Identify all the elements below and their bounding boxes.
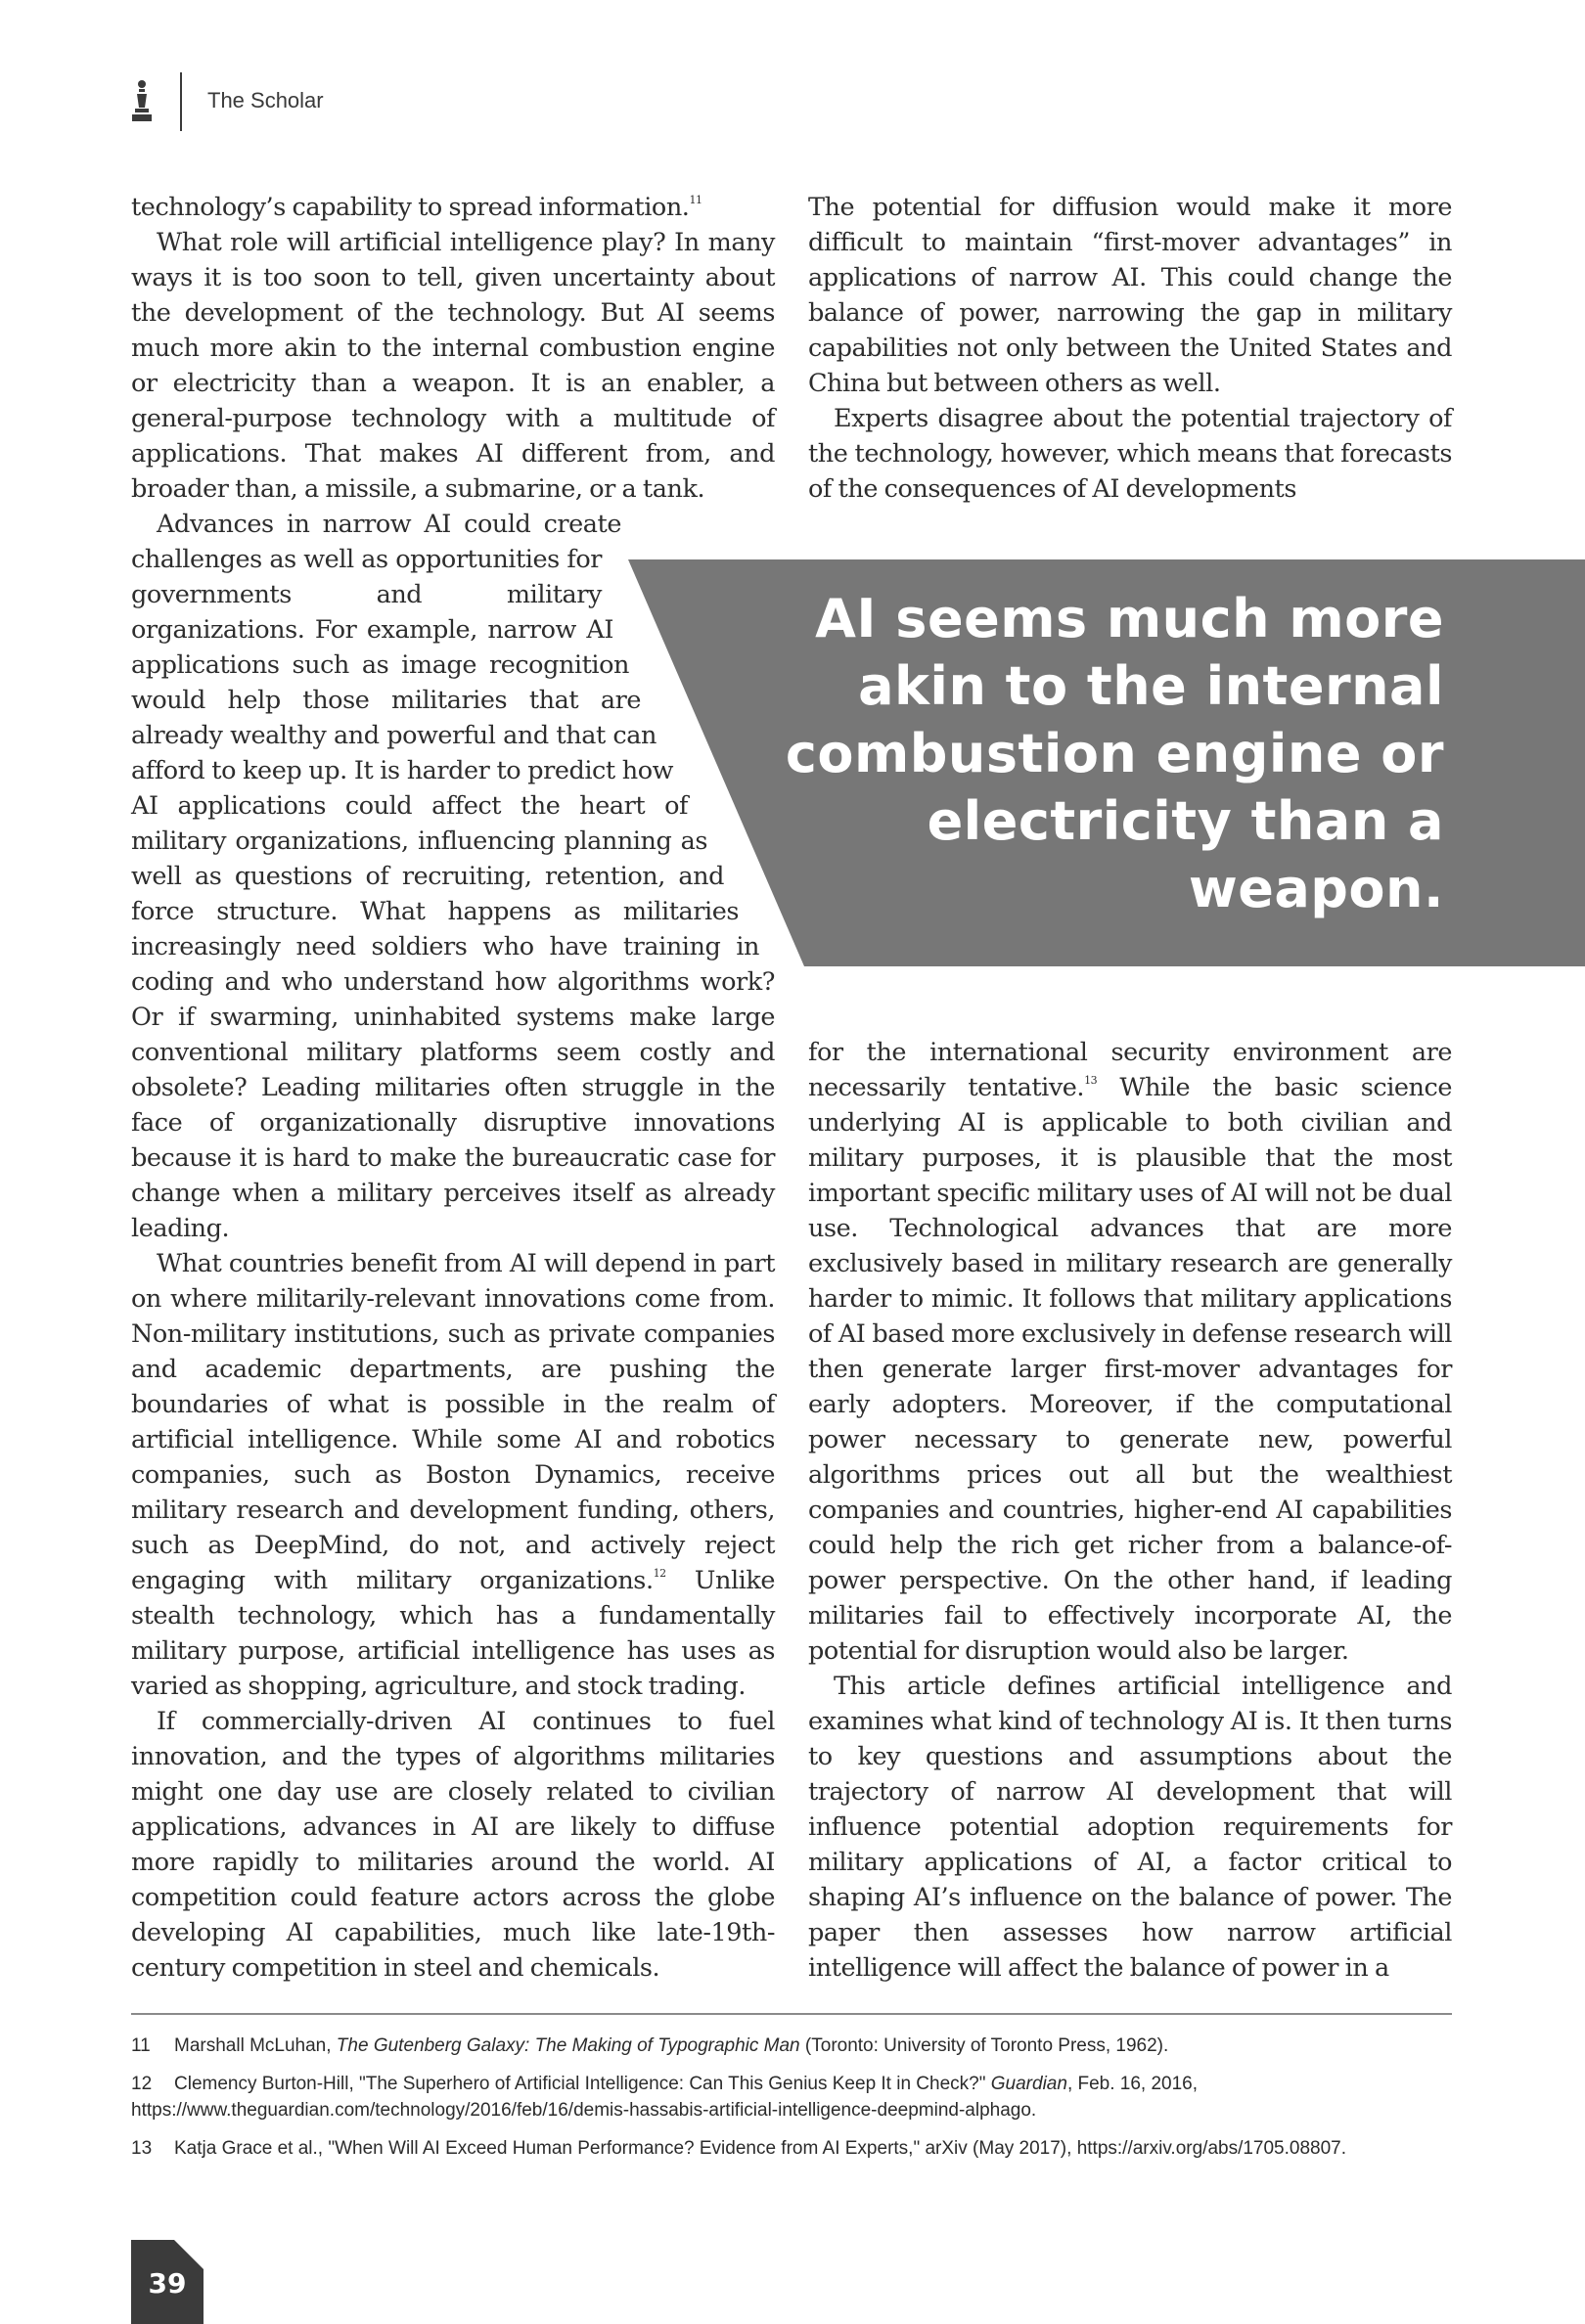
wedge-spacer (629, 648, 775, 683)
header-divider (180, 72, 182, 131)
wedge-spacer (739, 894, 775, 929)
wedge-spacer (673, 753, 775, 788)
wedge-spacer (688, 788, 775, 824)
footnote-ref[interactable]: 13 (1084, 1074, 1098, 1087)
wedge-spacer (602, 577, 775, 612)
wedge-spacer (759, 929, 775, 964)
wedge-spacer (641, 683, 775, 718)
paragraph: If commercially-driven AI continues to fuel innovation, and the types of algorithms militaries might one day use are closely related to civilian applications, advances in AI are likely to diffuse more rapidly to militaries around the world. AI competition could feature actors across the globe developing AI capabilities, much like late-19th-century competition in steel and chemicals. (131, 1707, 775, 1983)
footnote-13: 13 Katja Grace et al., "When Will AI Exceed Human Performance? Evidence from AI Experts," arXiv (May 2017), https://arxiv.org/abs/1705.08807. (131, 2138, 1347, 2159)
paragraph: for the international security environment are necessarily tentative.$^{13}$ While the basic science underlying AI is applicable to both civilian and military purposes, it is plausible that the most important specific military uses of AI will not be dual use. Technological advances that are more exclusively based in military research are generally harder to mimic. It follows that military applications of AI based more exclusively in defense research will then generate larger first-mover advantages for early adopters. Moreover, if the computational power necessary to generate new, powerful algorithms prices out all but the wealthiest companies and countries, higher-end AI capabilities could help the rich get richer from a balance-of-power perspective. On the other hand, if leading militaries fail to effectively incorporate AI, the potential for disruption would also be larger. (808, 1038, 1452, 1666)
paragraph: Experts disagree about the potential trajectory of the technology, however, which means that forecasts of the consequences of AI developments (808, 404, 1452, 504)
footnote-ref[interactable]: 11 (689, 194, 702, 206)
paragraph: Advances in narrow AI could create challenges as well as opportunities for governments and military organizations. For example, narrow AI applications such as image recognition would help those militaries that are already wealthy and powerful and that can afford to keep up. It is harder to predict how AI applications could affect the heart of military organizations, influencing planning as well as questions of recruiting, retention, and force structure. What happens as militaries increasingly need soldiers who have training in coding and who understand how algorithms work? Or if swarming, uninhabited systems make large conventional military platforms seem costly and obsolete? Leading militaries often struggle in the face of organizationally disruptive innovations because it is hard to make the bureaucratic case for change when a military perceives itself as already leading. (131, 510, 775, 1243)
paragraph: This article defines artificial intelligence and examines what kind of technology AI is. It then turns to key questions and assumptions about the trajectory of narrow AI development that will influence potential adoption requirements for military applications of AI, a factor critical to shaping AI’s influence on the balance of power. The paper then assesses how narrow artificial intelligence will affect the balance of power in a (808, 1672, 1452, 1983)
right-column-bottom (808, 1035, 1452, 1986)
paragraph: What role will artificial intelligence play? In many ways it is too soon to tell, given uncertainty about the development of the technology. But AI seems much more akin to the internal combustion engine or electricity than a weapon. It is an enabler, a general-purpose technology with a multitude of applications. That makes AI different from, and broader than, a missile, a submarine, or a tank. (131, 228, 775, 504)
pullquote: AI seems much more akin to the internal combustion engine or electricity than a weapon. (785, 588, 1444, 919)
footnote-ref[interactable]: 12 (653, 1567, 666, 1580)
wedge-spacer (707, 824, 775, 859)
right-column-top (808, 190, 1452, 507)
footnote-divider (131, 2013, 1452, 2015)
footnote-11: 11 Marshall McLuhan, The Gutenberg Galaxy: The Making of Typographic Man (Toronto: University of Toronto Press, 1962). (131, 2035, 1169, 2056)
paragraph: technology’s capability to spread information.$^{11}$ (131, 193, 702, 222)
paragraph: What countries benefit from AI will depend in part on where militarily-relevant innovations come from. Non-military institutions, such as private companies and academic departments, are pushing the boundaries of what is possible in the realm of artificial intelligence. While some AI and robotics companies, such as Boston Dynamics, receive military research and development funding, others, such as DeepMind, do not, and actively reject engaging with military organizations.$^{12}$ Unlike stealth technology, which has a fundamentally military purpose, artificial intelligence has uses as varied as shopping, agriculture, and stock trading. (131, 1249, 775, 1701)
wedge-spacer (613, 612, 775, 648)
footnotes (131, 2033, 1452, 2173)
page-number: 39 (148, 2267, 187, 2300)
wedge-spacer (657, 718, 775, 753)
journal-name: The Scholar (207, 88, 324, 112)
wedge-spacer (724, 859, 775, 894)
footnote-12: 12 Clemency Burton-Hill, "The Superhero of Artificial Intelligence: Can This Genius Keep It in Check?" Guardian, Feb. 16, 2016, https://www.theguardian.com/technology/2016/feb/16/demis-hassabis-artificial-intelligence-deepmind-alphago. (131, 2074, 1199, 2121)
wedge-spacer (602, 542, 775, 577)
paragraph: The potential for diffusion would make it more difficult to maintain “first-mover advantages” in applications of narrow AI. This could change the balance of power, narrowing the gap in military capabilities not only between the United States and China but between others as well. (808, 193, 1452, 398)
chess-pawn-icon (131, 78, 153, 123)
left-column (131, 190, 775, 1986)
wedge-spacer (621, 507, 775, 542)
